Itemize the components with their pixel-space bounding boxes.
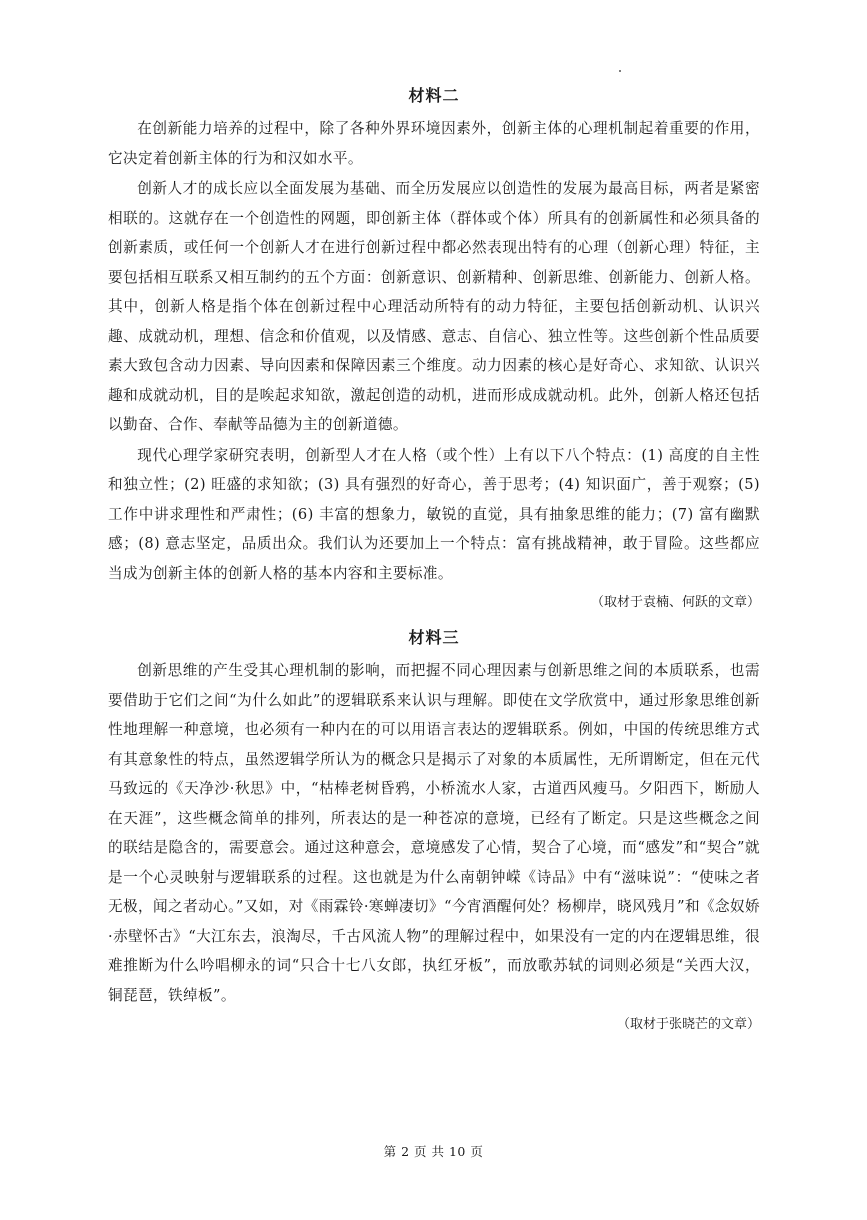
material-two-paragraph-1: 在创新能力培养的过程中，除了各种外界环境因素外，创新主体的心理机制起着重要的作用，它决定着创新主体的行为和汉如水平。: [108, 120, 760, 167]
stray-mark: [619, 70, 621, 72]
page-number: 第 2 页 共 10 页: [383, 1144, 484, 1159]
material-three-section: [108, 626, 760, 1038]
material-three-paragraph-1: 创新思维的产生受其心理机制的影响，而把握不同心理因素与创新思维之间的本质联系，也需要借助于它们之间“为什么如此”的逻辑联系来认识与理解。即使在文学欣赏中，通过形象思维创新性地理解一种意境，也必须有一种内在的可以用语言表达的逻辑联系。例如，中国的传统思维方式有其意象性的特点，虽然逻辑学所认为的概念只是揭示了对象的本质属性，无所谓断定，但在元代马致远的《天净沙·秋思》中，“枯棒老树昏鸦，小桥流水人家，古道西风瘦马。夕阳西下，断励人在天涯”，这些概念简单的排列，所表达的是一种苍凉的意境，已经有了断定。只是这些概念之间的联结是隐含的，需要意会。通过这种意会，意境感发了心情，契合了心境，而“感发”和“契合”就是一个心灵映射与逻辑联系的过程。这也就是为什么南朝钟嵘《诗品》中有“滋味说”：“使味之者无极，闻之者动心。”又如，对《雨霖铃·寒蝉凄切》“今宵酒醒何处？杨柳岸，晓风残月”和《念奴娇·赤壁怀古》“大江东去，浪淘尽，千古风流人物”的理解过程中，如果没有一定的内在逻辑思维，很难推断为什么吟唱柳永的词“只合十七八女郎，执红牙板”，而放歌苏轼的词则必须是“关西大汉，铜琵琶，铁绰板”。: [108, 662, 760, 1004]
document-page: [108, 84, 760, 1048]
material-three-heading: 材料三: [408, 628, 460, 647]
material-two-paragraph-2: 创新人才的成长应以全面发展为基础、而全历发展应以创造性的发展为最高目标，两者是紧密相联的。这就存在一个创造性的网题，即创新主体（群体或个体）所具有的创新属性和必须具备的创新素质，或任何一个创新人才在进行创新过程中都必然表现出特有的心理（创新心理）特征，主要包括相互联系又相互制约的五个方面：创新意识、创新精种、创新思维、创新能力、创新人格。其中，创新人格是指个体在创新过程中心理活动所特有的动力特征，主要包括创新动机、认识兴趣、成就动机，理想、信念和价值观，以及情感、意志、自信心、独立性等。这些创新个性品质要素大致包含动力因素、导向因素和保障因素三个维度。动力因素的核心是好奇心、求知欲、认识兴趣和成就动机，目的是唉起求知欲，激起创造的动机，进而形成成就动机。此外，创新人格还包括以勤奋、合作、奉献等品德为主的创新道德。: [108, 180, 760, 433]
material-three-source: （取材于张晓芒的文章）: [616, 1017, 760, 1032]
material-two-section: [108, 84, 760, 616]
material-two-source: （取材于袁楠、何跃的文章）: [590, 595, 760, 610]
material-two-heading: 材料二: [408, 86, 460, 105]
material-two-paragraph-3: 现代心理学家研究表明，创新型人才在人格（或个性）上有以下八个特点：(1) 高度的自主性和独立性；(2) 旺盛的求知欲；(3) 具有强烈的好奇心，善于思考；(4) 知识面广，善于观察；(5) 工作中讲求理性和严肃性；(6) 丰富的想象力，敏锐的直觉，具有抽象思维的能力；(7) 富有幽默感；(8) 意志坚定，品质出众。我们认为还要加上一个特点：富有挑战精神，敢于冒险。这些都应当成为创新主体的创新人格的基本内容和主要标准。: [108, 446, 760, 582]
